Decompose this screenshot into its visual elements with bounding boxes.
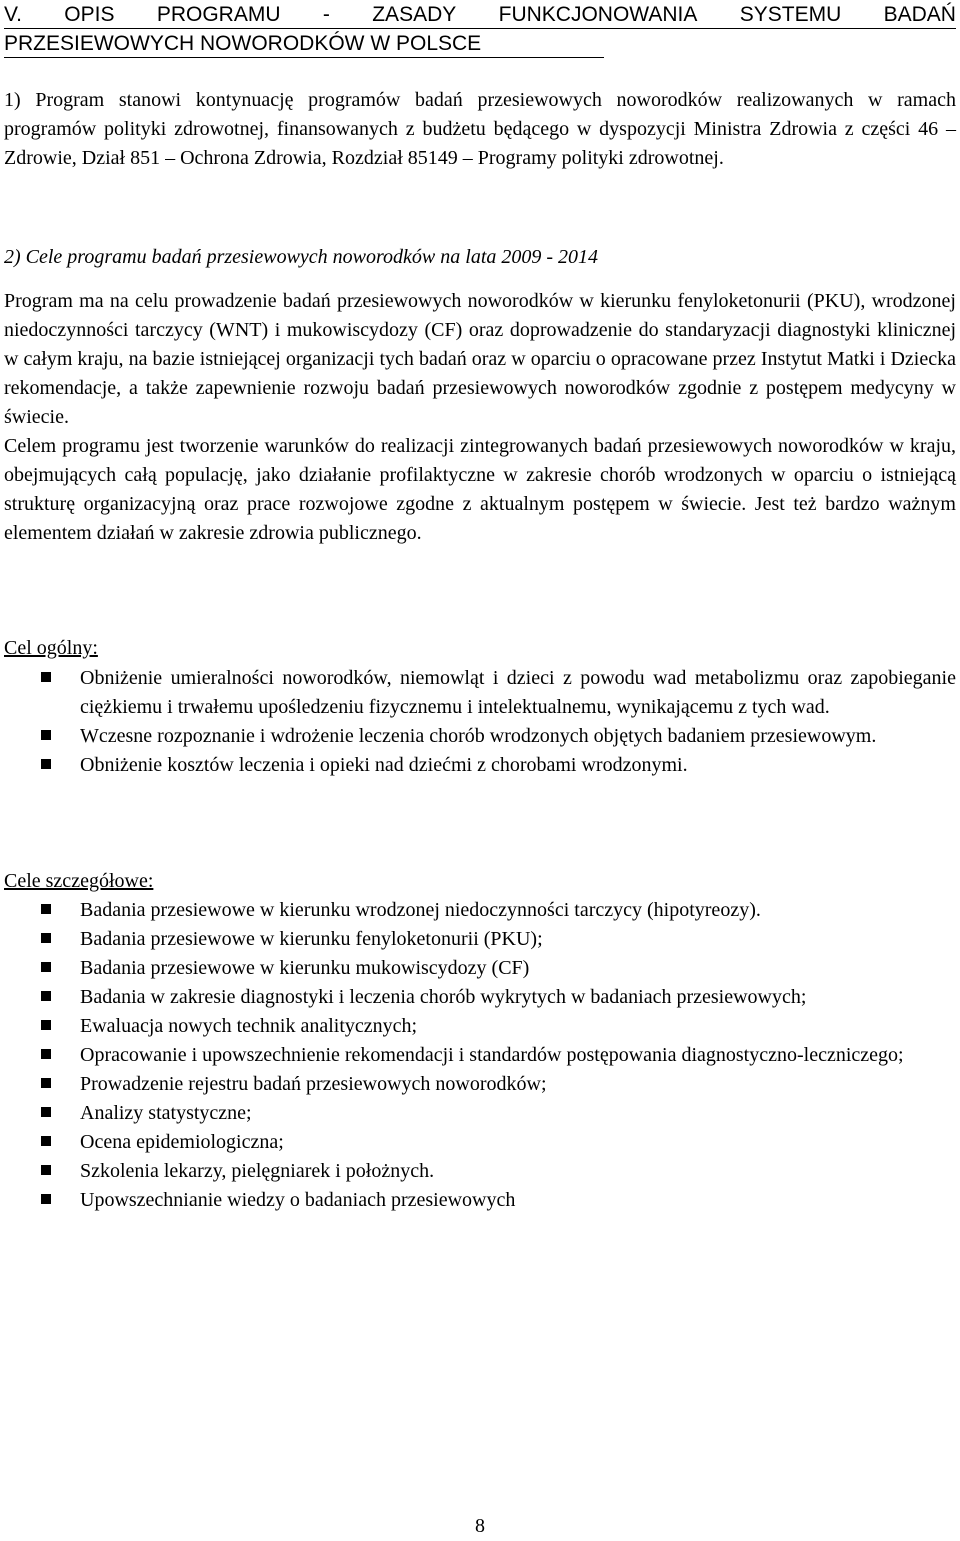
list-item-text: Badania przesiewowe w kierunku mukowiscydozy (CF) <box>80 957 530 979</box>
list-item-text: Upowszechnianie wiedzy o badaniach przesiewowych <box>80 1189 516 1211</box>
heading-word: PROGRAMU <box>156 3 281 26</box>
bullet-square-icon <box>41 730 51 740</box>
bullet-square-icon <box>41 962 51 972</box>
bullet-square-icon <box>41 1107 51 1117</box>
list-item-text: Szkolenia lekarzy, pielęgniarek i położnych. <box>80 1160 435 1182</box>
list-item <box>4 1012 956 1041</box>
specific-goals-title-block <box>4 867 956 896</box>
section-1-text: 1) Program stanowi kontynuację programów badań przesiewowych noworodków realizowanych w ramach programów polityki zdrowotnej, finansowanych z budżetu będącego w dyspozycji Ministra Zdrowia z części 46 – Zdrowie, Dział 851 – Ochrona Zdrowia, Rozdział 85149 – Programy polityki zdrowotnej. <box>4 89 956 169</box>
list-item <box>4 1070 956 1099</box>
list-item-text: Obniżenie kosztów leczenia i opieki nad dziećmi z chorobami wrodzonymi. <box>80 754 688 776</box>
heading-word: - <box>322 3 330 26</box>
bullet-square-icon <box>41 1136 51 1146</box>
bullet-square-icon <box>41 1049 51 1059</box>
list-item-text: Badania przesiewowe w kierunku wrodzonej niedoczynności tarczycy (hipotyreozy). <box>80 899 761 921</box>
section-2-paragraph-2: Celem programu jest tworzenie warunków do realizacji zintegrowanych badań przesiewowych noworodków w kraju, obejmujących całą populację, jako działanie profilaktyczne w zakresie chorób wrodzonych w oparciu o istniejącą strukturę organizacyjną oraz prace rozwojowe zgodne z aktualnym postępem w świecie. Jest też bardzo ważnym elementem działań w zakresie zdrowia publicznego. <box>4 435 956 544</box>
heading-underline-1 <box>4 28 956 29</box>
bullet-square-icon <box>41 904 51 914</box>
list-item <box>4 896 956 925</box>
chapter-heading-line2: PRZESIEWOWYCH NOWORODKÓW W POLSCE <box>4 32 482 55</box>
list-item <box>4 925 956 954</box>
heading-word: FUNKCJONOWANIA <box>498 3 698 26</box>
list-item-text: Badania w zakresie diagnostyki i leczenia chorób wykrytych w badaniach przesiewowych; <box>80 986 807 1008</box>
heading-word: SYSTEMU <box>739 3 842 26</box>
bullet-square-icon <box>41 672 51 682</box>
list-item <box>4 664 956 722</box>
heading-word: ZASADY <box>372 3 457 26</box>
list-item-text: Prowadzenie rejestru badań przesiewowych noworodków; <box>80 1073 547 1095</box>
general-goal-list <box>4 664 956 780</box>
list-item-text: Analizy statystyczne; <box>80 1102 252 1124</box>
list-item-text: Ewaluacja nowych technik analitycznych; <box>80 1015 418 1037</box>
list-item <box>4 983 956 1012</box>
page-number: 8 <box>475 1515 485 1537</box>
chapter-heading <box>4 0 956 58</box>
general-goal-title: Cel ogólny: <box>4 637 98 659</box>
heading-underline-2 <box>4 57 604 58</box>
list-item-text: Badania przesiewowe w kierunku fenyloketonurii (PKU); <box>80 928 543 950</box>
list-item-text: Ocena epidemiologiczna; <box>80 1131 284 1153</box>
list-item <box>4 1157 956 1186</box>
heading-word: V. <box>4 3 22 26</box>
section-2-title: 2) Cele programu badań przesiewowych noworodków na lata 2009 - 2014 <box>4 246 599 268</box>
section-2-paragraph-1: Program ma na celu prowadzenie badań przesiewowych noworodków w kierunku fenyloketonurii (PKU), wrodzonej niedoczynności tarczycy (WNT) i mukowiscydozy (CF) oraz doprowadzenie do standaryzacji diagnostyki klinicznej w całym kraju, na bazie istniejącej organizacji tych badań oraz w oparciu o opracowane przez Instytut Matki i Dziecka rekomendacje, a także zapewnienie rozwoju badań przesiewowych noworodków zgodnie z postępem medycyny w świecie. <box>4 290 956 428</box>
list-item <box>4 1099 956 1128</box>
list-item <box>4 722 956 751</box>
heading-word: BADAŃ <box>883 3 956 26</box>
section-2 <box>4 243 956 272</box>
bullet-square-icon <box>41 991 51 1001</box>
list-item-text: Obniżenie umieralności noworodków, niemowląt i dzieci z powodu wad metabolizmu oraz zapobieganie ciężkiemu i trwałemu upośledzeniu fizycznemu i intelektualnemu, wynikającemu z tych wad. <box>80 667 956 718</box>
list-item <box>4 751 956 780</box>
list-item <box>4 1041 956 1070</box>
bullet-square-icon <box>41 1194 51 1204</box>
heading-word: OPIS <box>64 3 115 26</box>
bullet-square-icon <box>41 1020 51 1030</box>
list-item <box>4 954 956 983</box>
bullet-square-icon <box>41 1078 51 1088</box>
specific-goals-title: Cele szczegółowe: <box>4 870 154 892</box>
list-item <box>4 1128 956 1157</box>
list-item <box>4 1186 956 1215</box>
list-item-text: Wczesne rozpoznanie i wdrożenie leczenia chorób wrodzonych objętych badaniem przesiewowym. <box>80 725 877 747</box>
general-goal-title-block <box>4 634 956 663</box>
section-2-body <box>4 287 956 548</box>
bullet-square-icon <box>41 933 51 943</box>
chapter-heading-line1 <box>4 0 956 29</box>
bullet-square-icon <box>41 1165 51 1175</box>
list-item-text: Opracowanie i upowszechnienie rekomendacji i standardów postępowania diagnostyczno-leczniczego; <box>80 1044 904 1066</box>
specific-goals-list <box>4 896 956 1215</box>
section-1-paragraph <box>4 86 956 173</box>
bullet-square-icon <box>41 759 51 769</box>
